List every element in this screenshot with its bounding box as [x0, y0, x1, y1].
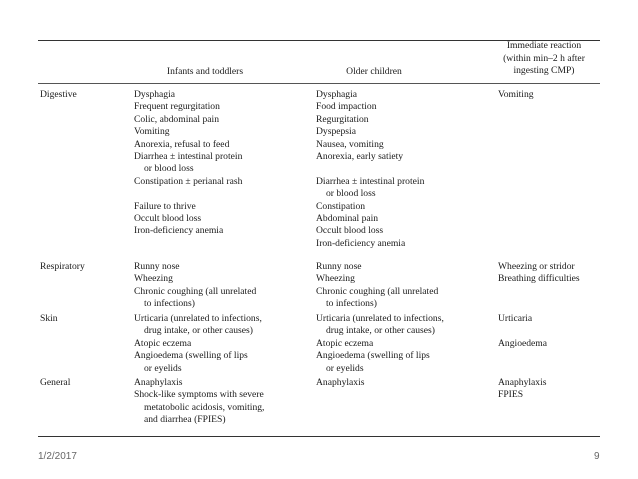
- symptom-line: Iron-deficiency anemia: [316, 237, 406, 249]
- symptom-line: Wheezing: [316, 273, 355, 285]
- symptom-line: Constipation ± perianal rash: [134, 175, 243, 187]
- symptom-line: Diarrhea ± intestinal protein: [316, 175, 425, 187]
- symptom-line: Breathing difficulties: [498, 273, 580, 285]
- symptom-line: Angioedema: [498, 337, 548, 349]
- category-digestive: Digestive: [40, 89, 77, 100]
- symptom-line: Runny nose: [316, 261, 362, 272]
- symptom-line: or blood loss: [326, 188, 376, 200]
- symptom-line: drug intake, or other causes): [144, 325, 253, 337]
- symptom-line: Nausea, vomiting: [316, 138, 384, 150]
- category-general: General: [40, 377, 71, 388]
- symptom-line: [134, 188, 242, 200]
- cell-general-infants: [134, 377, 264, 427]
- symptom-line: Anorexia, early satiety: [316, 151, 404, 163]
- header-bottom-rule: [38, 83, 600, 84]
- symptom-line: Urticaria: [498, 313, 533, 324]
- symptom-line: Chronic coughing (all unrelated: [316, 285, 439, 297]
- symptom-line: Abdominal pain: [316, 213, 379, 225]
- symptom-line: Atopic eczema: [134, 337, 192, 349]
- cell-skin-immediate: [498, 313, 547, 350]
- symptom-line: Wheezing or stridor: [498, 261, 575, 272]
- cell-digestive-immediate: [498, 89, 534, 101]
- cell-respiratory-immediate: [498, 261, 580, 286]
- symptom-line: Constipation: [316, 200, 366, 212]
- symptom-line: FPIES: [498, 389, 524, 401]
- footer-page-number: 9: [594, 451, 600, 462]
- symptom-line: Anaphylaxis: [134, 377, 183, 388]
- symptom-line: Dyspepsia: [316, 126, 356, 138]
- symptom-line: Angioedema (swelling of lips: [316, 350, 430, 362]
- symptom-line: Food impaction: [316, 101, 377, 113]
- symptom-line: Angioedema (swelling of lips: [134, 350, 248, 362]
- symptom-line: or blood loss: [144, 163, 194, 175]
- symptom-line: drug intake, or other causes): [326, 325, 435, 337]
- header-infants: Infants and toddlers: [166, 66, 244, 77]
- symptom-line: Anaphylaxis: [316, 377, 365, 388]
- symptom-line: Dysphagia: [134, 89, 176, 100]
- symptom-line: Frequent regurgitation: [134, 101, 220, 113]
- symptom-line: Chronic coughing (all unrelated: [134, 285, 257, 297]
- cell-digestive-infants: [134, 89, 242, 238]
- symptom-line: Diarrhea ± intestinal protein: [134, 151, 243, 163]
- symptom-line: Vomiting: [134, 126, 170, 138]
- category-respiratory: Respiratory: [40, 261, 85, 272]
- cell-general-immediate: [498, 377, 547, 402]
- cell-skin-older: [316, 313, 444, 375]
- category-skin: Skin: [40, 313, 58, 324]
- header-immediate: [488, 40, 600, 78]
- header-immediate-line-3: ingesting CMP): [513, 65, 575, 77]
- symptom-line: Urticaria (unrelated to infections,: [134, 313, 262, 324]
- table-bottom-rule: [38, 436, 600, 437]
- footer-date: 1/2/2017: [38, 451, 77, 462]
- symptom-line: or eyelids: [326, 362, 364, 374]
- symptom-line: [498, 325, 547, 337]
- symptom-line: Regurgitation: [316, 113, 369, 125]
- symptom-line: Shock-like symptoms with severe: [134, 389, 264, 401]
- header-immediate-line-2: (within min–2 h after: [503, 52, 585, 64]
- cell-skin-infants: [134, 313, 262, 375]
- symptom-line: Iron-deficiency anemia: [134, 225, 224, 237]
- symptom-line: to infections): [326, 298, 377, 310]
- symptom-line: Dysphagia: [316, 89, 358, 100]
- cell-respiratory-older: [316, 261, 438, 311]
- cell-general-older: [316, 377, 365, 389]
- symptom-line: or eyelids: [144, 362, 182, 374]
- symptom-line: Atopic eczema: [316, 337, 374, 349]
- symptom-line: Colic, abdominal pain: [134, 113, 219, 125]
- symptom-line: [316, 163, 424, 175]
- symptom-line: Urticaria (unrelated to infections,: [316, 313, 444, 324]
- symptom-line: Occult blood loss: [316, 225, 384, 237]
- header-older: Older children: [346, 66, 402, 77]
- symptom-line: metatobolic acidosis, vomiting,: [144, 401, 265, 413]
- header-immediate-line-1: Immediate reaction: [506, 40, 582, 51]
- symptom-line: Runny nose: [134, 261, 180, 272]
- symptom-line: and diarrhea (FPIES): [144, 414, 226, 426]
- symptom-line: to infections): [144, 298, 195, 310]
- cell-respiratory-infants: [134, 261, 256, 311]
- symptom-line: Vomiting: [498, 89, 534, 100]
- cell-digestive-older: [316, 89, 424, 250]
- symptom-line: Anorexia, refusal to feed: [134, 138, 230, 150]
- symptom-line: Failure to thrive: [134, 200, 196, 212]
- symptom-line: Anaphylaxis: [498, 377, 547, 388]
- symptom-line: Wheezing: [134, 273, 173, 285]
- symptom-line: Occult blood loss: [134, 213, 202, 225]
